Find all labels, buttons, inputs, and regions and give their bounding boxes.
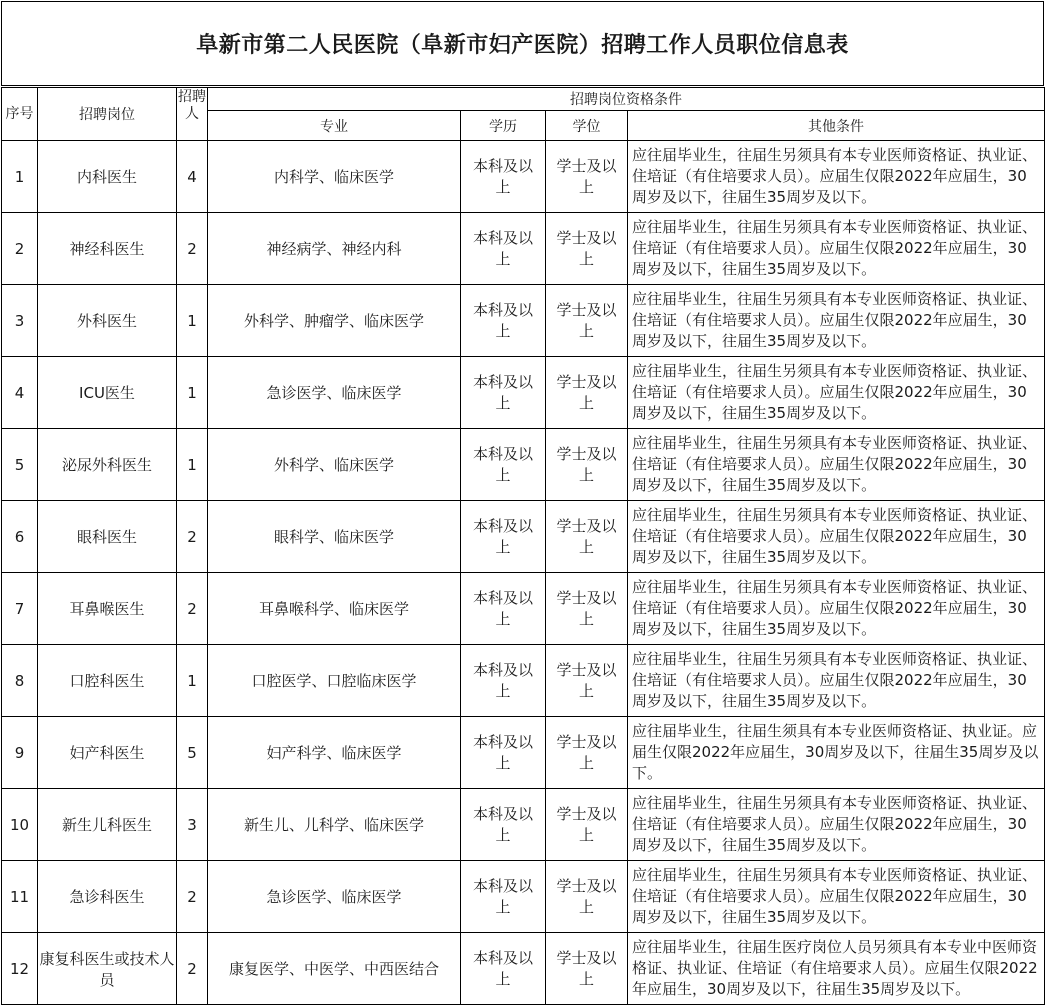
cell-major: 内科学、临床医学 xyxy=(208,141,461,213)
cell-major: 口腔医学、口腔临床医学 xyxy=(208,645,461,717)
cell-degree: 学士及以上 xyxy=(546,357,628,429)
cell-post: 康复科医生或技术人员 xyxy=(38,933,177,1005)
table-row xyxy=(2,717,1045,789)
cell-degree: 学士及以上 xyxy=(546,285,628,357)
header-post: 招聘岗位 xyxy=(38,88,177,141)
cell-post: 内科医生 xyxy=(38,141,177,213)
cell-other: 应往届毕业生，往届生医疗岗位人员另须具有本专业中医师资格证、执业证、住培证（有住培要求人员）。应届生仅限2022年应届生，30周岁及以下，往届生35周岁及以下。 xyxy=(628,933,1045,1005)
cell-major: 眼科学、临床医学 xyxy=(208,501,461,573)
cell-count: 2 xyxy=(177,573,208,645)
cell-seq: 3 xyxy=(2,285,38,357)
table-row xyxy=(2,213,1045,285)
table-row xyxy=(2,285,1045,357)
cell-post: 新生儿科医生 xyxy=(38,789,177,861)
cell-degree: 学士及以上 xyxy=(546,789,628,861)
cell-count: 4 xyxy=(177,141,208,213)
table-row xyxy=(2,357,1045,429)
cell-seq: 1 xyxy=(2,141,38,213)
cell-post: 神经科医生 xyxy=(38,213,177,285)
cell-post: 耳鼻喉医生 xyxy=(38,573,177,645)
cell-education: 本科及以上 xyxy=(461,357,546,429)
cell-major: 外科学、肿瘤学、临床医学 xyxy=(208,285,461,357)
cell-major: 新生儿、儿科学、临床医学 xyxy=(208,789,461,861)
cell-degree: 学士及以上 xyxy=(546,141,628,213)
cell-education: 本科及以上 xyxy=(461,861,546,933)
cell-degree: 学士及以上 xyxy=(546,501,628,573)
cell-education: 本科及以上 xyxy=(461,429,546,501)
cell-seq: 7 xyxy=(2,573,38,645)
cell-other: 应往届毕业生，往届生须具有本专业医师资格证、执业证。应届生仅限2022年应届生，30周岁及以下，往届生35周岁及以下。 xyxy=(628,717,1045,789)
table-row xyxy=(2,429,1045,501)
cell-major: 急诊医学、临床医学 xyxy=(208,861,461,933)
cell-post: 外科医生 xyxy=(38,285,177,357)
cell-post: ICU医生 xyxy=(38,357,177,429)
cell-other: 应往届毕业生，往届生另须具有本专业医师资格证、执业证、住培证（有住培要求人员）。应届生仅限2022年应届生，30周岁及以下，往届生35周岁及以下。 xyxy=(628,213,1045,285)
cell-count: 2 xyxy=(177,501,208,573)
cell-education: 本科及以上 xyxy=(461,645,546,717)
cell-education: 本科及以上 xyxy=(461,789,546,861)
cell-degree: 学士及以上 xyxy=(546,645,628,717)
cell-education: 本科及以上 xyxy=(461,141,546,213)
cell-seq: 11 xyxy=(2,861,38,933)
cell-count: 3 xyxy=(177,789,208,861)
cell-count: 5 xyxy=(177,717,208,789)
cell-major: 妇产科学、临床医学 xyxy=(208,717,461,789)
cell-seq: 6 xyxy=(2,501,38,573)
header-education: 学历 xyxy=(461,111,546,141)
header-seq: 序号 xyxy=(2,88,38,141)
cell-count: 2 xyxy=(177,933,208,1005)
header-qualifications: 招聘岗位资格条件 xyxy=(208,88,1045,111)
header-row-1 xyxy=(2,88,1045,111)
cell-other: 应往届毕业生，往届生另须具有本专业医师资格证、执业证、住培证（有住培要求人员）。应届生仅限2022年应届生，30周岁及以下，往届生35周岁及以下。 xyxy=(628,501,1045,573)
cell-post: 妇产科医生 xyxy=(38,717,177,789)
cell-post: 泌尿外科医生 xyxy=(38,429,177,501)
cell-other: 应往届毕业生，往届生另须具有本专业医师资格证、执业证、住培证（有住培要求人员）。应届生仅限2022年应届生，30周岁及以下，往届生35周岁及以下。 xyxy=(628,789,1045,861)
cell-seq: 5 xyxy=(2,429,38,501)
cell-count: 2 xyxy=(177,213,208,285)
cell-seq: 12 xyxy=(2,933,38,1005)
cell-education: 本科及以上 xyxy=(461,717,546,789)
cell-degree: 学士及以上 xyxy=(546,429,628,501)
title-box xyxy=(1,1,1044,86)
cell-major: 外科学、临床医学 xyxy=(208,429,461,501)
cell-other: 应往届毕业生，往届生另须具有本专业医师资格证、执业证、住培证（有住培要求人员）。应届生仅限2022年应届生，30周岁及以下，往届生35周岁及以下。 xyxy=(628,141,1045,213)
cell-seq: 10 xyxy=(2,789,38,861)
cell-education: 本科及以上 xyxy=(461,933,546,1005)
header-degree: 学位 xyxy=(546,111,628,141)
table-row xyxy=(2,501,1045,573)
cell-seq: 8 xyxy=(2,645,38,717)
cell-other: 应往届毕业生，往届生另须具有本专业医师资格证、执业证、住培证（有住培要求人员）。应届生仅限2022年应届生，30周岁及以下，往届生35周岁及以下。 xyxy=(628,861,1045,933)
table-row xyxy=(2,933,1045,1005)
cell-education: 本科及以上 xyxy=(461,213,546,285)
cell-post: 眼科医生 xyxy=(38,501,177,573)
cell-seq: 2 xyxy=(2,213,38,285)
cell-other: 应往届毕业生，往届生另须具有本专业医师资格证、执业证、住培证（有住培要求人员）。应届生仅限2022年应届生，30周岁及以下，往届生35周岁及以下。 xyxy=(628,357,1045,429)
cell-count: 1 xyxy=(177,429,208,501)
cell-seq: 9 xyxy=(2,717,38,789)
cell-education: 本科及以上 xyxy=(461,573,546,645)
cell-degree: 学士及以上 xyxy=(546,213,628,285)
cell-other: 应往届毕业生，往届生另须具有本专业医师资格证、执业证、住培证（有住培要求人员）。应届生仅限2022年应届生，30周岁及以下，往届生35周岁及以下。 xyxy=(628,573,1045,645)
positions-table xyxy=(1,87,1045,1005)
cell-other: 应往届毕业生，往届生另须具有本专业医师资格证、执业证、住培证（有住培要求人员）。应届生仅限2022年应届生，30周岁及以下，往届生35周岁及以下。 xyxy=(628,429,1045,501)
header-count-text: 招聘人 xyxy=(178,88,206,122)
cell-major: 康复医学、中医学、中西医结合 xyxy=(208,933,461,1005)
page-title: 阜新市第二人民医院（阜新市妇产医院）招聘工作人员职位信息表 xyxy=(196,33,849,58)
cell-major: 急诊医学、临床医学 xyxy=(208,357,461,429)
cell-other: 应往届毕业生，往届生另须具有本专业医师资格证、执业证、住培证（有住培要求人员）。应届生仅限2022年应届生，30周岁及以下，往届生35周岁及以下。 xyxy=(628,645,1045,717)
cell-major: 神经病学、神经内科 xyxy=(208,213,461,285)
table-row xyxy=(2,861,1045,933)
cell-degree: 学士及以上 xyxy=(546,933,628,1005)
cell-degree: 学士及以上 xyxy=(546,861,628,933)
cell-degree: 学士及以上 xyxy=(546,717,628,789)
cell-post: 口腔科医生 xyxy=(38,645,177,717)
table-row xyxy=(2,645,1045,717)
cell-degree: 学士及以上 xyxy=(546,573,628,645)
cell-major: 耳鼻喉科学、临床医学 xyxy=(208,573,461,645)
table-body xyxy=(2,141,1045,1005)
header-major: 专业 xyxy=(208,111,461,141)
cell-seq: 4 xyxy=(2,357,38,429)
table-row xyxy=(2,789,1045,861)
cell-count: 1 xyxy=(177,285,208,357)
table-row xyxy=(2,141,1045,213)
cell-count: 2 xyxy=(177,861,208,933)
cell-education: 本科及以上 xyxy=(461,501,546,573)
cell-count: 1 xyxy=(177,357,208,429)
cell-post: 急诊科医生 xyxy=(38,861,177,933)
header-other: 其他条件 xyxy=(628,111,1045,141)
cell-education: 本科及以上 xyxy=(461,285,546,357)
cell-other: 应往届毕业生，往届生另须具有本专业医师资格证、执业证、住培证（有住培要求人员）。应届生仅限2022年应届生，30周岁及以下，往届生35周岁及以下。 xyxy=(628,285,1045,357)
cell-count: 1 xyxy=(177,645,208,717)
table-row xyxy=(2,573,1045,645)
header-count xyxy=(177,88,208,141)
